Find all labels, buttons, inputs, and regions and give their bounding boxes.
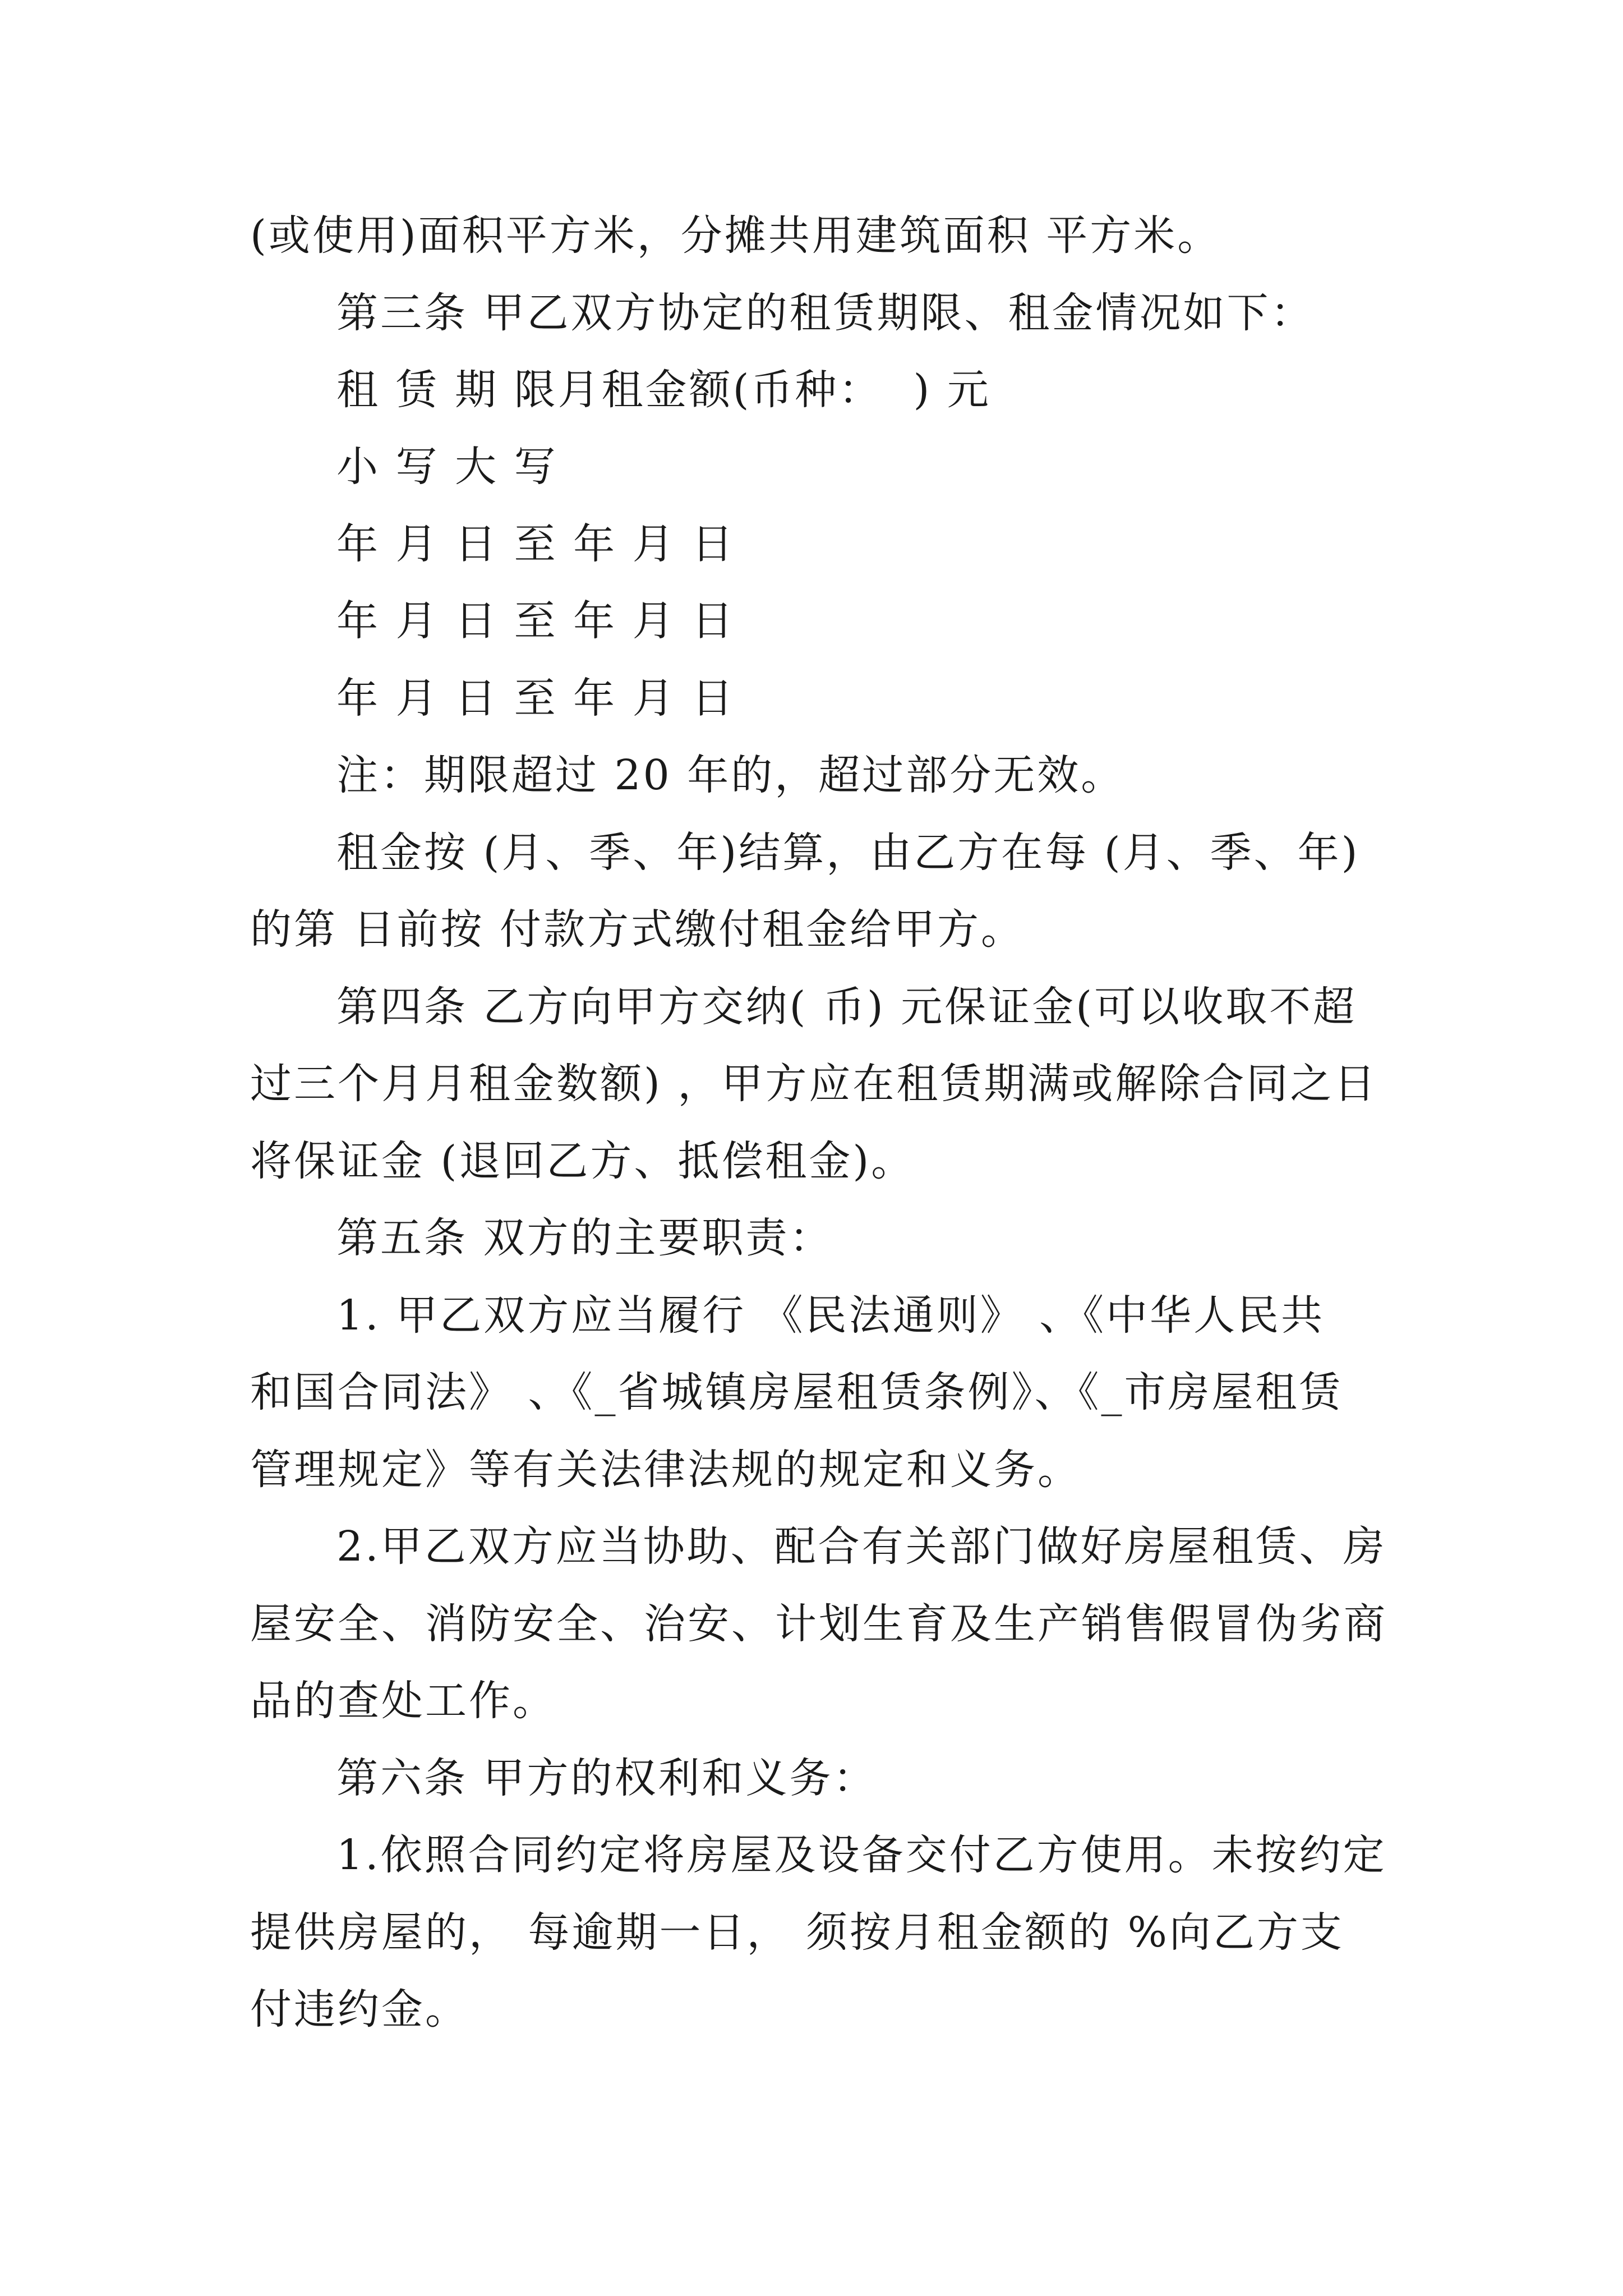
text-line: 第六条 甲方的权利和义务：: [336, 1754, 877, 1802]
text-line: 租金按 (月、季、年)结算，由乙方在每 (月、季、年): [336, 829, 1360, 877]
text-line: 2.甲乙双方应当协助、配合有关部门做好房屋租赁、房: [336, 1522, 1387, 1571]
text-line: 第四条 乙方向甲方交纳( 币) 元保证金(可以收取不超: [336, 983, 1357, 1031]
text-line: 1. 甲乙双方应当履行 《民法通则》 、《中华人民共: [336, 1291, 1325, 1340]
text-line: 小 写 大 写: [336, 443, 558, 491]
text-line: 1.依照合同约定将房屋及设备交付乙方使用。未按约定: [336, 1831, 1387, 1879]
text-line: 年 月 日 至 年 月 日: [336, 674, 736, 723]
text-line: 将保证金 (退回乙方、抵偿租金)。: [250, 1137, 915, 1185]
text-line: 屋安全、消防安全、治安、计划生育及生产销售假冒伪劣商: [250, 1600, 1387, 1648]
text-line: 品的查处工作。: [250, 1677, 556, 1725]
text-line: 和国合同法》 、《_省城镇房屋租赁条例》、《_市房屋租赁: [250, 1368, 1343, 1416]
text-line: 年 月 日 至 年 月 日: [336, 520, 736, 568]
text-line: 付违约金。: [250, 1985, 469, 2033]
text-line: 年 月 日 至 年 月 日: [336, 597, 736, 645]
text-line: 过三个月月租金数额) ，甲方应在租赁期满或解除合同之日: [250, 1060, 1378, 1108]
text-line: (或使用)面积平方米，分摊共用建筑面积 平方米。: [250, 211, 1221, 260]
text-line: 租 赁 期 限月租金额(币种： ) 元: [336, 366, 991, 414]
text-line: 第五条 双方的主要职责：: [336, 1214, 833, 1262]
text-line: 提供房屋的， 每逾期一日， 须按月租金额的 %向乙方支: [250, 1908, 1344, 1957]
text-line: 管理规定》等有关法律法规的规定和义务。: [250, 1446, 1081, 1494]
text-line: 注：期限超过 20 年的，超过部分无效。: [336, 751, 1125, 799]
text-line: 的第 日前按 付款方式缴付租金给甲方。: [250, 905, 1025, 954]
text-line: 第三条 甲乙双方协定的租赁期限、租金情况如下：: [336, 289, 1315, 337]
